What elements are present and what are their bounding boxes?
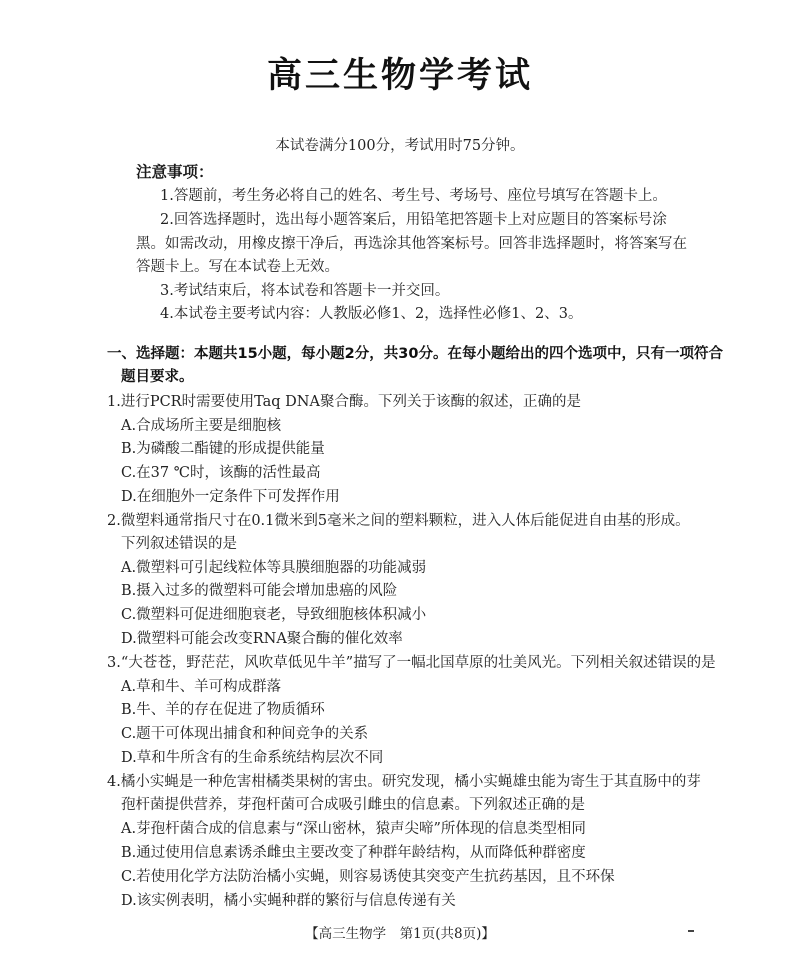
notice-line: 1.答题前，考生务必将自己的姓名、考生号、考场号、座位号填写在答题卡上。 <box>160 188 667 204</box>
question-option: D.该实例表明，橘小实蝇种群的繁衍与信息传递有关 <box>121 893 456 909</box>
question-option: C.题干可体现出捕食和种间竞争的关系 <box>121 726 369 742</box>
section-heading: 一、选择题：本题共15小题，每小题2分，共30分。在每小题给出的四个选项中，只有一项符合 <box>107 346 723 362</box>
question-option: B.为磷酸二酯键的形成提供能量 <box>121 441 325 457</box>
question-stem-cont: 下列叙述错误的是 <box>121 536 237 552</box>
question-option: C.微塑料可促进细胞衰老，导致细胞核体积减小 <box>121 607 427 623</box>
question-option: A.草和牛、羊可构成群落 <box>121 679 282 695</box>
question-option: B.通过使用信息素诱杀雌虫主要改变了种群年龄结构，从而降低种群密度 <box>121 845 586 861</box>
question-stem: 3.“大苍苍，野茫茫，风吹草低见牛羊”描写了一幅北国草原的壮美风光。下列相关叙述错误的是 <box>107 655 716 671</box>
question-option: D.草和牛所含有的生命系统结构层次不同 <box>121 750 384 766</box>
notice-line: 黑。如需改动，用橡皮擦干净后，再选涂其他答案标号。回答非选择题时，将答案写在 <box>136 236 687 252</box>
question-stem-cont: 孢杆菌提供营养，芽孢杆菌可合成吸引雌虫的信息素。下列叙述正确的是 <box>121 797 585 813</box>
exam-info: 本试卷满分100分，考试用时75分钟。 <box>275 138 525 154</box>
notice-line: 4.本试卷主要考试内容：人教版必修1、2，选择性必修1、2、3。 <box>160 306 583 322</box>
notice-line: 3.考试结束后，将本试卷和答题卡一并交回。 <box>160 283 450 299</box>
notice-line: 2.回答选择题时，选出每小题答案后，用铅笔把答题卡上对应题目的答案标号涂 <box>160 212 667 228</box>
scan-mark <box>688 930 694 932</box>
question-option: C.在37 ℃时，该酶的活性最高 <box>121 465 321 481</box>
question-stem: 4.橘小实蝇是一种危害柑橘类果树的害虫。研究发现，橘小实蝇雄虫能为寄生于其直肠中的芽 <box>107 774 701 790</box>
question-option: A.芽孢杆菌合成的信息素与“深山密林，猿声尖啼”所体现的信息类型相同 <box>121 821 586 837</box>
notice-line: 答题卡上。写在本试卷上无效。 <box>136 259 339 275</box>
question-option: C.若使用化学方法防治橘小实蝇，则容易诱使其突变产生抗药基因，且不环保 <box>121 869 615 885</box>
question-option: B.摄入过多的微塑料可能会增加患癌的风险 <box>121 583 398 599</box>
question-option: B.牛、羊的存在促进了物质循环 <box>121 702 325 718</box>
question-option: A.微塑料可引起线粒体等具膜细胞器的功能减弱 <box>121 560 427 576</box>
question-stem: 2.微塑料通常指尺寸在0.1微米到5毫米之间的塑料颗粒，进入人体后能促进自由基的形成。 <box>107 513 690 529</box>
notice-heading: 注意事项： <box>136 163 214 181</box>
section-heading-cont: 题目要求。 <box>121 369 194 385</box>
question-option: A.合成场所主要是细胞核 <box>121 418 282 434</box>
page-footer: 【高三生物学 第1页(共8页)】 <box>305 926 495 942</box>
question-option: D.在细胞外一定条件下可发挥作用 <box>121 489 340 505</box>
exam-title: 高三生物学考试 <box>266 56 533 96</box>
question-option: D.微塑料可能会改变RNA聚合酶的催化效率 <box>121 631 403 647</box>
question-stem: 1.进行PCR时需要使用Taq DNA聚合酶。下列关于该酶的叙述，正确的是 <box>107 394 581 410</box>
